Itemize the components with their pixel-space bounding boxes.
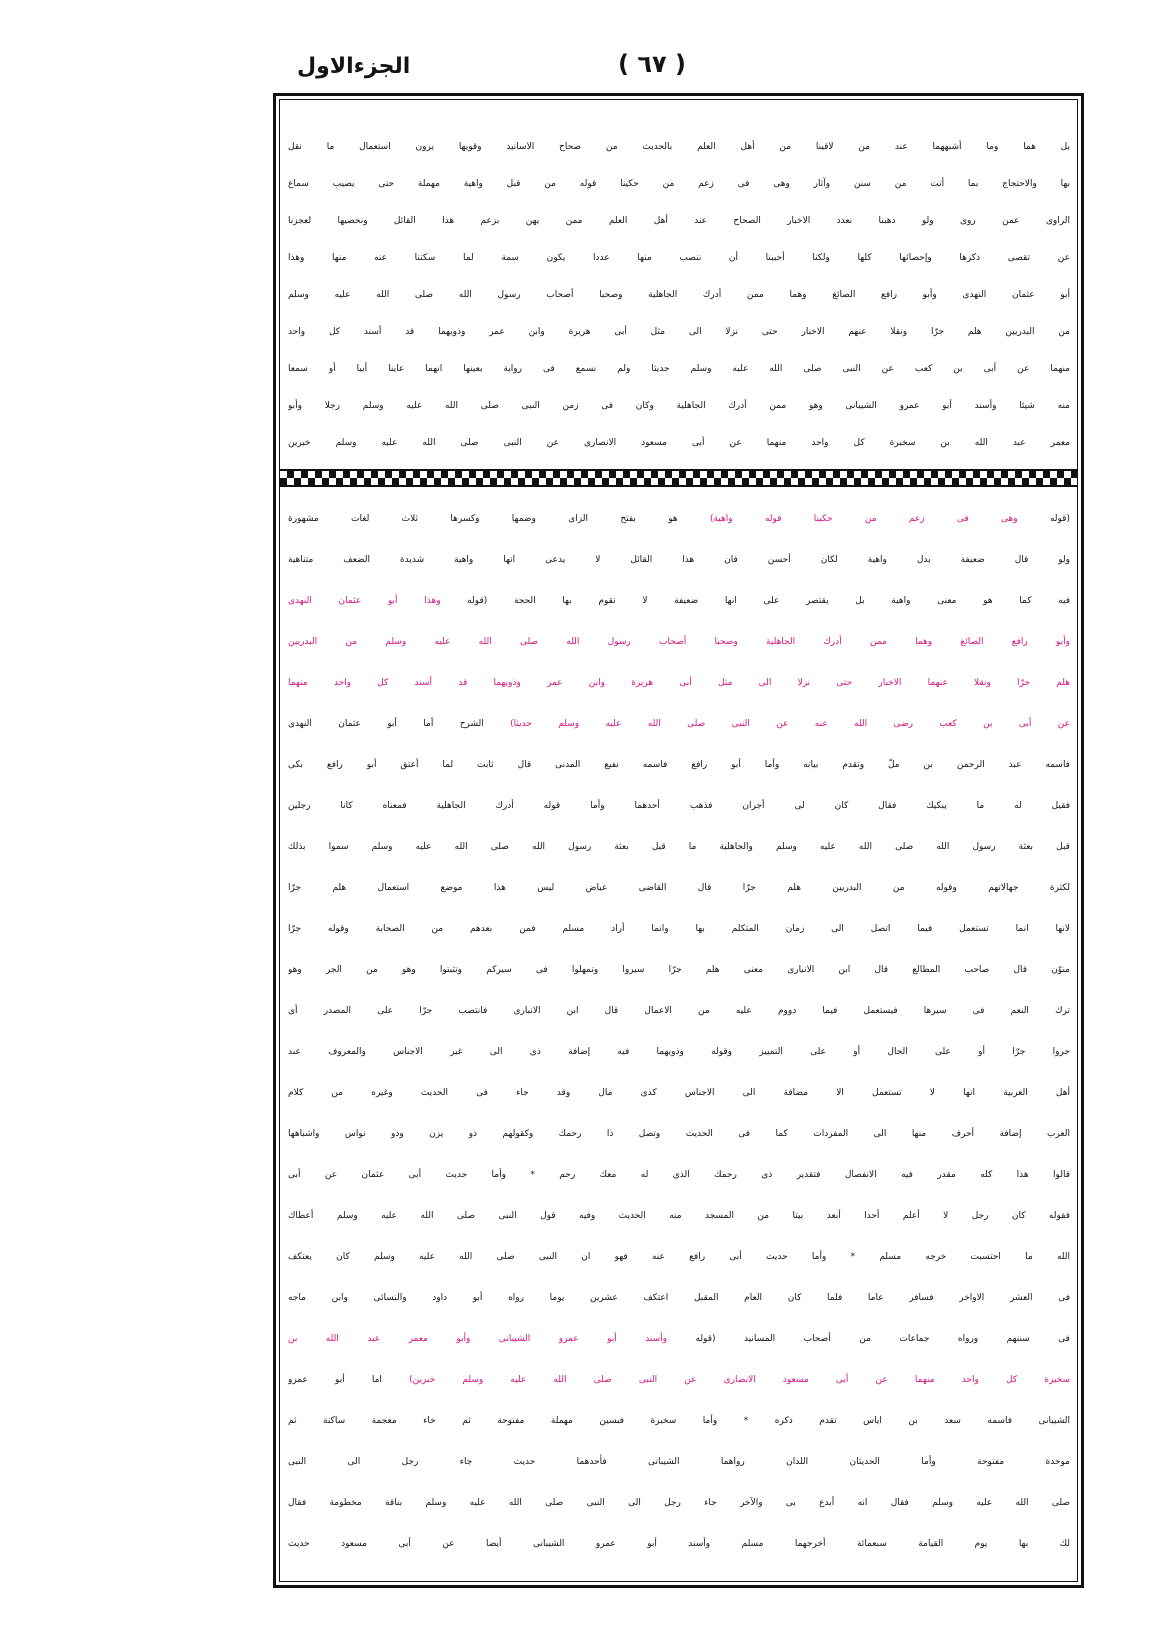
sharh-line-text bbox=[288, 1129, 1070, 1139]
commentary-text: لك بها يوم القيامة سبعمائة أخرجهما مسلم وأسند أبو عمرو الشيبانى أيضا عن أبى مسعود حديث bbox=[288, 1539, 1070, 1549]
matn-line bbox=[288, 129, 1070, 166]
commentary-text: لكثرة جهالاتهم وقوله من البدريين هلم جرّا قال القاضى عياض ليس هذا موضع استعمال هلم جرّا bbox=[288, 883, 1070, 893]
matn-line-text: بل هما وما أشبههما عند من لاقينا من أهل العلم بالحديث من صحاح الاسانيد وقويها يرون استعمال ما نقل bbox=[288, 142, 1070, 152]
matn-line bbox=[288, 388, 1070, 425]
commentary-text: هو بفتح الزاى وضمها وكسرها ثلاث لغات مشهورة bbox=[288, 514, 710, 524]
sharh-line bbox=[288, 950, 1070, 991]
matn-line-text: منه شيئا وأسند أبو عمرو الشيبانى وهو ممن أدرك الجاهلية وكان فى زمن النبى صلى الله عليه وسلم رجلا وأبو bbox=[288, 401, 1070, 411]
commentary-text: فقوله كان رجل لا أعلم أحدا أبعد بيتا من المسجد منه الحديث وفيه قول النبى صلى الله عليه وسلم أعطاك bbox=[288, 1211, 1070, 1221]
commentary-text: اما أبو عمرو bbox=[288, 1375, 410, 1385]
sharh-line bbox=[288, 1524, 1070, 1565]
sharh-line bbox=[288, 663, 1070, 704]
quoted-matn-text: عن أبى بن كعب رضى الله عنه عن النبى صلى الله عليه وسلم حديثا) bbox=[510, 719, 1070, 729]
sharh-line-text bbox=[288, 1293, 1070, 1303]
checkered-divider bbox=[280, 469, 1077, 487]
commentary-text: الشيبانى فاسمه سعد بن اياس تقدم ذكره * وأما سخبرة فبسين مهملة مفتوحة ثم خاء معجمة ساكنة ثم bbox=[288, 1416, 1070, 1426]
volume-label: الجزءالاول bbox=[297, 54, 411, 79]
sharh-line bbox=[288, 1155, 1070, 1196]
commentary-text: الله ما احتسبت خرجه مسلم * وأما حديث أبى رافع عنه فهو ان النبى صلى الله عليه وسلم كان يعتكف bbox=[288, 1252, 1070, 1262]
sharh-line bbox=[288, 1278, 1070, 1319]
commentary-text: لانها انما تستعمل فيما اتصل الى زمان المتكلم بها وانما أراد مسلم فمن بعدهم من الصحابة وقوله جرّا bbox=[288, 924, 1070, 934]
sharh-line-text bbox=[288, 637, 1070, 647]
sharh-line-text bbox=[288, 965, 1070, 975]
commentary-text: الشرح أما أبو عثمان النهدى bbox=[288, 719, 511, 729]
sharh-line-text bbox=[288, 1457, 1070, 1467]
page-number: ( ٦٧ ) bbox=[618, 50, 686, 78]
matn-line bbox=[288, 240, 1070, 277]
commentary-text: فى سننهم ورواه جماعات من أصحاب المسانيد (قوله bbox=[667, 1334, 1070, 1344]
matn-line-text: منهما عن أبى بن كعب عن النبى صلى الله عليه وسلم حديثا ولم نسمع فى رواية بعينها انهما عاينا أبيا أو سمعا bbox=[288, 364, 1070, 374]
sharh-line-text bbox=[288, 1252, 1070, 1262]
sharh-line bbox=[288, 1401, 1070, 1442]
commentary-text: جروا جرّا أو على الحال أو على التمييز وقوله وذويهما فيه إضافة ذى الى غير الاجناس والمعروف عند bbox=[288, 1047, 1070, 1057]
sharh-line-text bbox=[288, 514, 1070, 524]
quoted-matn-text: وهذا أبو عثمان النهدى bbox=[288, 596, 441, 606]
quoted-matn-text: وأسند أبو عمرو الشيبانى وأبو معمر عبد الله بن bbox=[288, 1334, 668, 1344]
commentary-text: موحدة مفتوحة وأما الحديثان اللذان رواهما الشيبانى فأحدهما حديث جاء رجل الى النبى bbox=[288, 1457, 1070, 1467]
matn-line bbox=[288, 314, 1070, 351]
sharh-line-text bbox=[288, 719, 1070, 729]
quoted-matn-text: وهى فى زعم من حكينا قوله واهية) bbox=[709, 514, 1018, 524]
sharh-line bbox=[288, 827, 1070, 868]
commentary-text: صلى الله عليه وسلم فقال انه أبدع بى والآخر جاء رجل الى النبى صلى الله عليه وسلم بناقة مخطومة فقال bbox=[288, 1498, 1070, 1508]
sharh-line bbox=[288, 1196, 1070, 1237]
sharh-line-text bbox=[288, 1498, 1070, 1508]
commentary-text: قالوا هذا كله مقدر فيه الانفصال فتقدير ذى رحمك الذى له معك رحم * وأما حديث أبى عثمان عن أبى bbox=[288, 1170, 1070, 1180]
sharh-line bbox=[288, 1442, 1070, 1483]
sharh-line-text bbox=[288, 678, 1070, 688]
sharh-line bbox=[288, 622, 1070, 663]
sharh-line-text bbox=[288, 842, 1070, 852]
commentary-text: (قوله bbox=[1017, 514, 1070, 524]
quoted-matn-text: سخبرة كل واحد منهما عن أبى مسعود الانصارى عن النبى صلى الله عليه وسلم خبرين) bbox=[409, 1375, 1070, 1385]
sharh-line bbox=[288, 745, 1070, 786]
matn-line bbox=[288, 425, 1070, 462]
sharh-line bbox=[288, 1360, 1070, 1401]
sharh-line bbox=[288, 581, 1070, 622]
matn-line-text: بها والاحتجاج بما أتت من سنن وآثار وهى فى زعم من حكينا قوله من قبل واهية مهملة حتى يصيب سماع bbox=[288, 179, 1070, 189]
sharh-line bbox=[288, 1483, 1070, 1524]
sharh-line-text bbox=[288, 1375, 1070, 1385]
commentary-text: ترك النعم فى سيرها فيستعمل فيما دووم عليه من الاعمال قال ابن الانبارى فانتصب جرّا على المصدر أى bbox=[288, 1006, 1070, 1016]
sharh-line-text bbox=[288, 1334, 1070, 1344]
sharh-line-text bbox=[288, 1211, 1070, 1221]
sharh-line bbox=[288, 540, 1070, 581]
matn-line bbox=[288, 351, 1070, 388]
commentary-text: فاسمه عبد الرحمن بن ملّ وتقدم بيانه وأما أبو رافع فاسمه نفيع المدنى قال ثابت لما أعتق أبو رافع بكى bbox=[288, 760, 1070, 770]
matn-line bbox=[288, 166, 1070, 203]
matn-line-text: معمر عبد الله بن سخبرة كل واحد منهما عن أبى مسعود الانصارى عن النبى صلى الله عليه وسلم خبرين bbox=[288, 438, 1070, 448]
sharh-line-text bbox=[288, 1006, 1070, 1016]
sharh-line-text bbox=[288, 883, 1070, 893]
sharh-line-text bbox=[288, 596, 1070, 606]
sharh-line bbox=[288, 704, 1070, 745]
sharh-line-text bbox=[288, 1088, 1070, 1098]
matn-line-text: الراوى عمن روى ولو ذهبنا نعدد الاخبار الصحاح عند أهل العلم ممن يهن بزعم هذا القائل ونحصيها لعجزنا bbox=[288, 216, 1070, 226]
matn-section bbox=[288, 129, 1070, 462]
sharh-line bbox=[288, 1073, 1070, 1114]
sharh-line bbox=[288, 786, 1070, 827]
sharh-line-text bbox=[288, 801, 1070, 811]
commentary-text: قبل بعثة رسول الله صلى الله عليه وسلم والجاهلية ما قبل بعثة رسول الله صلى الله عليه وسلم سموا بذلك bbox=[288, 842, 1070, 852]
sharh-line-text bbox=[288, 1416, 1070, 1426]
sharh-line bbox=[288, 499, 1070, 540]
sharh-line-text bbox=[288, 555, 1070, 565]
commentary-text: أهل العربية انها لا تستعمل الا مضافة الى الاجناس كذى مال وقد جاء فى الحديث وغيره من كلام bbox=[288, 1088, 1070, 1098]
quoted-matn-text: وأبو رافع الصائغ وهما ممن أدرك الجاهلية وصحبا أصحاب رسول الله صلى الله عليه وسلم من البدريين bbox=[288, 637, 1070, 647]
matn-line-text: أبو عثمان النهدى وأبو رافع الصائغ وهما ممن أدرك الجاهلية وصحبا أصحاب رسول الله صلى الله عليه وسلم bbox=[288, 290, 1070, 300]
commentary-text: العرب إضافة أحرف منها الى المفردات كما فى الحديث وتصل ذا رحمك وكقولهم ذو يزن وذو نواس واشباهها bbox=[288, 1129, 1070, 1139]
sharh-line-text bbox=[288, 1170, 1070, 1180]
commentary-text: فيه كما هو معنى واهية بل يقتصر على انها ضعيفة لا تقوم بها الحجة (قوله bbox=[440, 596, 1070, 606]
quoted-matn-text: هلم جرّا ونقلا عنهما الاخبار حتى نزلا الى مثل أبى هريرة وابن عمر وذويهما قد أسند كل واحد منهما bbox=[288, 678, 1070, 688]
matn-line-text: من البدريين هلم جرّا ونقلا عنهم الاخبار حتى نزلا الى مثل أبى هريرة وابن عمر وذويهما قد أسند كل واحد bbox=[288, 327, 1070, 337]
sharh-section bbox=[288, 499, 1070, 1565]
sharh-line bbox=[288, 1114, 1070, 1155]
sharh-line bbox=[288, 1319, 1070, 1360]
commentary-text: فقيل له ما يبكيك فقال كان لى أجران فذهب أحدهما وأما قوله أدرك الجاهلية فمعناه كانا رجلين bbox=[288, 801, 1070, 811]
commentary-text: منوّن قال صاحب المطالع قال ابن الانبارى معنى هلم جرّا سيروا وتمهلوا فى سيركم وتثبتوا وهو من الجر وهو bbox=[288, 965, 1070, 975]
sharh-line-text bbox=[288, 760, 1070, 770]
sharh-line-text bbox=[288, 1047, 1070, 1057]
sharh-line bbox=[288, 868, 1070, 909]
sharh-line bbox=[288, 1032, 1070, 1073]
sharh-line bbox=[288, 991, 1070, 1032]
matn-line-text: عن تقصى ذكرها وإحصائها كلها ولكنا أحببنا أن ننصب منها عددا يكون سمة لما سكتنا عنه منها وهذا bbox=[288, 253, 1070, 263]
sharh-line-text bbox=[288, 924, 1070, 934]
sharh-line bbox=[288, 909, 1070, 950]
matn-line bbox=[288, 277, 1070, 314]
sharh-line-text bbox=[288, 1539, 1070, 1549]
commentary-text: ولو قال ضعيفة بدل واهية لكان أحسن فان هذا القائل لا يدعى انها واهية شديدة الضعف متناهية bbox=[288, 555, 1070, 565]
matn-line bbox=[288, 203, 1070, 240]
sharh-line bbox=[288, 1237, 1070, 1278]
commentary-text: فى العشر الاواخر فسافر عاما فلما كان العام المقبل اعتكف عشرين يوما رواه أبو داود والنسائى وابن ماجه bbox=[288, 1293, 1070, 1303]
